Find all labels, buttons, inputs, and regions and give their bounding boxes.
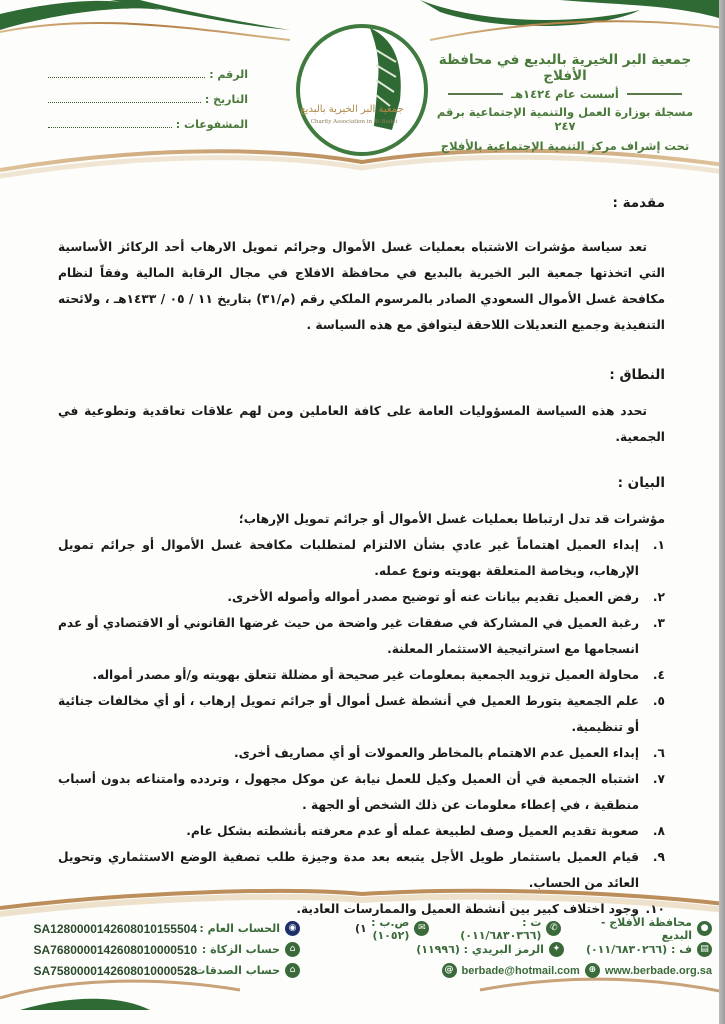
- statement-heading: البيان :: [617, 475, 665, 491]
- item-number: ٩.: [652, 850, 665, 864]
- registration-line: مسجلة بوزارة العمل والتنمية الإجتماعية برقم ٢٤٧: [436, 105, 694, 133]
- meta-label: المشفوعات :: [175, 118, 248, 131]
- globe-icon: ⊕: [585, 963, 600, 978]
- indicators-intro: مؤشرات قد تدل ارتباطا بعمليات غسل الأموال أو جرائم تمويل الإرهاب؛: [238, 512, 665, 526]
- account-iban: SA7680000142608010000510: [33, 942, 197, 957]
- scope-paragraph: تحدد هذه السياسة المسؤوليات العامة على كافة العاملين ومن لهم علاقات تعاقدية وتطوعية في الجمعية.: [58, 404, 665, 444]
- account-label: حساب الزكاة :: [201, 943, 280, 956]
- list-item: [58, 740, 665, 766]
- established-year: أسست عام ١٤٢٤هـ: [511, 87, 619, 101]
- scan-edge: [719, 0, 725, 1024]
- item-number: ٢.: [652, 590, 665, 604]
- item-text: صعوبة تقديم العميل وصف لطبيعة عمله أو عدم معرفته بأنشطته بشكل عام.: [186, 824, 639, 838]
- po-box: ص.ب : (١٠٥٢): [371, 915, 410, 942]
- logo-caption-ar: جمعية البر الخيرية بالبديع: [300, 104, 404, 115]
- postal-code-icon: ✦: [549, 942, 564, 957]
- item-number: ١.: [652, 538, 665, 552]
- account-label: حساب الصدقات :: [186, 964, 280, 977]
- item-number: ٨.: [652, 824, 665, 838]
- contact-info: [340, 915, 712, 981]
- fill-line[interactable]: [48, 77, 205, 78]
- bank-building-icon: ⌂: [285, 942, 300, 957]
- contact-row-1: [340, 915, 712, 942]
- list-item: [58, 688, 665, 740]
- meta-label: التاريخ :: [204, 93, 248, 106]
- organization-info: [425, 52, 705, 153]
- list-item: [58, 662, 665, 688]
- item-text: وجود اختلاف كبير بين أنشطة العميل والممارسات العادية.: [296, 902, 639, 916]
- mailbox-icon: ✉: [414, 921, 429, 936]
- location: محافظة الأفلاج - البديع: [600, 915, 692, 942]
- page-marker: (١: [355, 922, 367, 935]
- intro-heading: مقدمة :: [612, 195, 665, 211]
- account-charity: [20, 960, 300, 981]
- bank-logo-icon: ◉: [285, 921, 300, 936]
- fax: ف : (٠١١/٦٨٣٠٢٦٦): [585, 943, 692, 956]
- divider: [448, 93, 503, 95]
- account-iban: SA7580000142608010000528: [33, 963, 197, 978]
- website-link[interactable]: www.berbade.org.sa: [604, 964, 712, 977]
- account-iban: SA1280000142608010155504: [33, 921, 197, 936]
- item-text: علم الجمعية بتورط العميل في أنشطة غسل أموال أو جرائم تمويل إرهاب ، أو أي مخالفات جنائية أو تنظيمية.: [58, 694, 639, 734]
- list-item: [58, 532, 665, 584]
- item-number: ٦.: [652, 746, 665, 760]
- org-name: جمعية البر الخيرية بالبديع في محافظة الأفلاج: [438, 52, 692, 84]
- bank-building-icon: ⌂: [285, 963, 300, 978]
- item-number: ١٠.: [645, 902, 665, 916]
- contact-row-3: [340, 960, 712, 981]
- bank-accounts: [20, 918, 300, 981]
- letter-body: [58, 190, 665, 922]
- phone: ت : (٠١١/٦٨٣٠٣٦٦): [460, 915, 542, 942]
- item-text: إبداء العميل عدم الاهتمام بالمخاطر والعمولات أو أي مصاريف أخرى.: [233, 746, 639, 760]
- list-item: [58, 766, 665, 818]
- item-number: ٥.: [652, 694, 665, 708]
- account-general: [20, 918, 300, 939]
- account-zakat: [20, 939, 300, 960]
- account-label: الحساب العام :: [199, 922, 280, 935]
- intro-paragraph: تعد سياسة مؤشرات الاشتباه بعمليات غسل الأموال وجرائم تمويل الارهاب أحد الركائز الأساسية التي اتخذتها جمعية البر الخيرية بالبديع في محافظة الافلاج في مجال الرقابة المالية وفقاً لنظام مكافحة غسل الأموال السعودي الصادر بالمرسوم الملكي رقم (م/٣١) بتاريخ ١١ / ٠٥ / ١٤٣٣هـ ، ولائحته التنفيذية وجميع التعديلات اللاحقة ليتوافق مع هذه السياسة .: [58, 240, 666, 332]
- item-number: ٤.: [652, 668, 665, 682]
- item-text: رفض العميل تقديم بيانات عنه أو توضيح مصدر أمواله وأصوله الأخرى.: [227, 590, 639, 604]
- item-number: ٣.: [652, 616, 665, 630]
- contact-row-2: [340, 939, 712, 960]
- supervision-line: تحت إشراف مركز التنمية الإجتماعية بالأفلاج: [440, 139, 690, 153]
- established-line: [425, 87, 705, 101]
- meta-field-number: [48, 56, 248, 81]
- item-text: إبداء العميل اهتماماً غير عادي بشأن الالتزام لمتطلبات مكافحة غسل الأموال أو جرائم تمويل الإرهاب، وبخاصة المتعلقة بهويته ونوع عمله.: [58, 538, 639, 578]
- meta-field-attachments: [48, 106, 248, 131]
- list-item: [58, 584, 665, 610]
- meta-label: الرقم :: [209, 68, 248, 81]
- location-pin-icon: ●: [697, 921, 712, 936]
- item-number: ٧.: [652, 772, 665, 786]
- item-text: رغبة العميل في المشاركة في صفقات غير واضحة من حيث غرضها القانوني أو الاقتصادي أو عدم انسجامها مع استراتيجية الاستثمار المعلنة.: [58, 616, 639, 656]
- phone-icon: ✆: [546, 921, 561, 936]
- fill-line[interactable]: [48, 127, 172, 128]
- item-text: قيام العميل باستثمار طويل الأجل يتبعه بعد مدة وجيزة طلب تصفية الوضع الاستثماري وتحويل العائد من الحساب.: [58, 850, 639, 890]
- item-text: اشتباه الجمعية في أن العميل وكيل للعمل نيابة عن موكل مجهول ، وتردده وامتناعه بدون أسباب منطقية ، في إعطاء معلومات عن ذلك الشخص أو الجهة .: [58, 772, 639, 812]
- divider: [627, 93, 682, 95]
- fax-icon: ▤: [697, 942, 712, 957]
- postal-code: الرمز البريدي : (١١٩٩٦): [416, 943, 544, 956]
- fill-line[interactable]: [48, 102, 201, 103]
- list-item: [58, 610, 665, 662]
- scope-heading: النطاق :: [609, 367, 665, 383]
- meta-field-date: [48, 81, 248, 106]
- indicators-list: [58, 532, 665, 922]
- association-logo: [292, 20, 432, 158]
- letter-meta-fields: [48, 56, 248, 131]
- email-icon: @: [442, 963, 457, 978]
- logo-caption-en: Charity Association in Al-Badei: [310, 119, 398, 125]
- item-text: محاولة العميل تزويد الجمعية بمعلومات غير صحيحة أو مضللة تتعلق بهويته و/أو مصدر أمواله.: [92, 668, 639, 682]
- email-link[interactable]: berbade@hotmail.com: [461, 964, 580, 977]
- list-item: [58, 818, 665, 844]
